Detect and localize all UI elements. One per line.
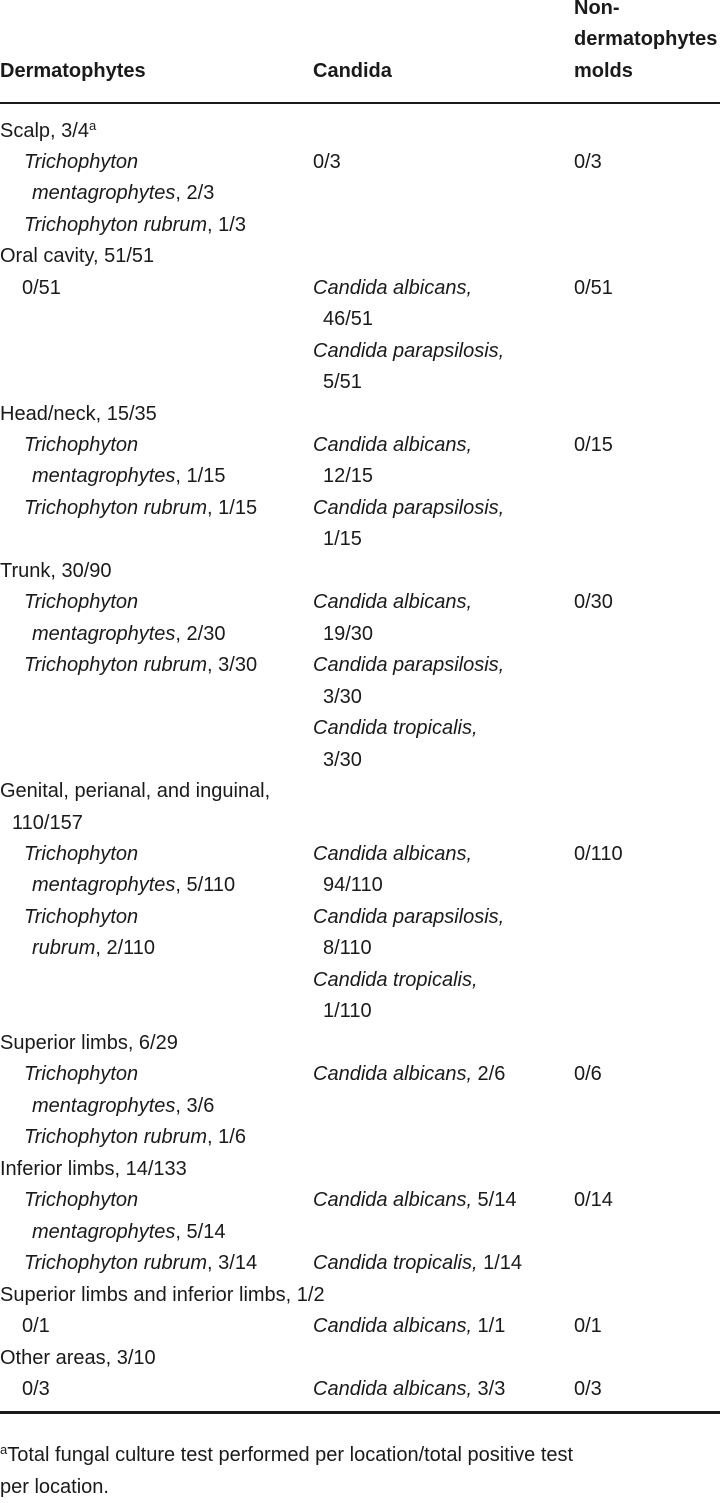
row-trunk-candida3-count: 3/30 bbox=[323, 749, 362, 771]
row-trunk-candida1: Candida albicans, bbox=[313, 591, 472, 613]
row-genital-molds: 0/110 bbox=[574, 843, 623, 865]
row-genital-location-cont: 110/157 bbox=[12, 812, 83, 834]
row-genital-candida1: Candida albicans, bbox=[313, 843, 472, 865]
row-genital-candida3-count: 1/110 bbox=[323, 1000, 372, 1022]
row-both-derm: 0/1 bbox=[22, 1315, 50, 1337]
row-oral-candida1-count: 46/51 bbox=[323, 308, 374, 330]
row-trunk-molds: 0/30 bbox=[574, 591, 613, 613]
row-genital-derm2-cont: rubrum, 2/110 bbox=[32, 937, 156, 959]
header-molds-line2: dermatophytes bbox=[574, 28, 718, 50]
row-inferior-derm2: Trichophyton rubrum, 3/14 bbox=[24, 1252, 258, 1274]
row-genital-location: Genital, perianal, and inguinal, bbox=[0, 780, 271, 802]
row-oral-candida2: Candida parapsilosis, bbox=[313, 340, 505, 362]
row-trunk-derm2: Trichophyton rubrum, 3/30 bbox=[24, 654, 258, 676]
row-genital-derm2: Trichophyton bbox=[24, 906, 139, 928]
footnote-line1: $^a$Total fungal culture test performed per location/total positive test bbox=[0, 1442, 574, 1466]
row-head-derm1: Trichophyton bbox=[24, 434, 139, 456]
row-oral-molds: 0/51 bbox=[574, 277, 613, 299]
row-head-candida1-count: 12/15 bbox=[323, 465, 374, 487]
row-other-molds: 0/3 bbox=[574, 1378, 602, 1400]
row-genital-candida3: Candida tropicalis, bbox=[313, 969, 478, 991]
row-genital-candida2-count: 8/110 bbox=[323, 937, 372, 959]
row-head-candida1: Candida albicans, bbox=[313, 434, 472, 456]
row-trunk-candida1-count: 19/30 bbox=[323, 623, 374, 645]
row-scalp-molds: 0/3 bbox=[574, 151, 602, 173]
header-dermatophytes: Dermatophytes bbox=[0, 60, 146, 82]
header-molds-line3: molds bbox=[574, 60, 633, 82]
row-both-molds: 0/1 bbox=[574, 1315, 602, 1337]
row-inferior-derm1-cont: mentagrophytes, 5/14 bbox=[32, 1221, 226, 1243]
row-head-derm1-cont: mentagrophytes, 1/15 bbox=[32, 465, 226, 487]
row-inferior-derm1: Trichophyton bbox=[24, 1189, 139, 1211]
row-both-candida1: Candida albicans, 1/1 bbox=[313, 1315, 506, 1337]
row-other-derm: 0/3 bbox=[22, 1378, 50, 1400]
header-candida: Candida bbox=[313, 60, 392, 82]
header-molds-line1: Non- bbox=[574, 0, 620, 19]
bottom-rule bbox=[0, 1411, 720, 1414]
row-oral-candida1: Candida albicans, bbox=[313, 277, 472, 299]
row-trunk-derm1: Trichophyton bbox=[24, 591, 139, 613]
row-trunk-candida2-count: 3/30 bbox=[323, 686, 362, 708]
row-superior-candida1: Candida albicans, 2/6 bbox=[313, 1063, 506, 1085]
row-oral-location: Oral cavity, 51/51 bbox=[0, 245, 155, 267]
row-trunk-derm1-cont: mentagrophytes, 2/30 bbox=[32, 623, 226, 645]
row-oral-derm: 0/51 bbox=[22, 277, 61, 299]
row-superior-derm1-cont: mentagrophytes, 3/6 bbox=[32, 1095, 215, 1117]
row-scalp-candida: 0/3 bbox=[313, 151, 341, 173]
row-scalp-derm2: Trichophyton rubrum, 1/3 bbox=[24, 214, 246, 236]
row-head-molds: 0/15 bbox=[574, 434, 613, 456]
row-scalp-derm1: Trichophyton bbox=[24, 151, 139, 173]
footnote-line2: per location. bbox=[0, 1476, 109, 1498]
row-superior-molds: 0/6 bbox=[574, 1063, 602, 1085]
row-inferior-candida2: Candida tropicalis, 1/14 bbox=[313, 1252, 523, 1274]
row-superior-location: Superior limbs, 6/29 bbox=[0, 1032, 178, 1054]
row-scalp-derm1-cont: mentagrophytes, 2/3 bbox=[32, 182, 215, 204]
row-inferior-molds: 0/14 bbox=[574, 1189, 613, 1211]
row-inferior-location: Inferior limbs, 14/133 bbox=[0, 1158, 187, 1180]
row-head-candida2-count: 1/15 bbox=[323, 528, 362, 550]
row-superior-derm2: Trichophyton rubrum, 1/6 bbox=[24, 1126, 246, 1148]
row-oral-candida2-count: 5/51 bbox=[323, 371, 362, 393]
row-genital-candida1-count: 94/110 bbox=[323, 874, 383, 896]
header-rule bbox=[0, 102, 720, 104]
row-scalp-location: Scalp, 3/4$^a$ bbox=[0, 118, 97, 142]
row-trunk-location: Trunk, 30/90 bbox=[0, 560, 112, 582]
row-trunk-candida3: Candida tropicalis, bbox=[313, 717, 478, 739]
row-both-location: Superior limbs and inferior limbs, 1/2 bbox=[0, 1284, 325, 1306]
row-trunk-candida2: Candida parapsilosis, bbox=[313, 654, 505, 676]
row-head-derm2: Trichophyton rubrum, 1/15 bbox=[24, 497, 258, 519]
row-other-candida1: Candida albicans, 3/3 bbox=[313, 1378, 506, 1400]
row-inferior-candida1: Candida albicans, 5/14 bbox=[313, 1189, 517, 1211]
row-genital-derm1: Trichophyton bbox=[24, 843, 139, 865]
row-head-candida2: Candida parapsilosis, bbox=[313, 497, 505, 519]
row-genital-derm1-cont: mentagrophytes, 5/110 bbox=[32, 874, 236, 896]
row-head-location: Head/neck, 15/35 bbox=[0, 403, 157, 425]
row-genital-candida2: Candida parapsilosis, bbox=[313, 906, 505, 928]
row-superior-derm1: Trichophyton bbox=[24, 1063, 139, 1085]
row-other-location: Other areas, 3/10 bbox=[0, 1347, 156, 1369]
